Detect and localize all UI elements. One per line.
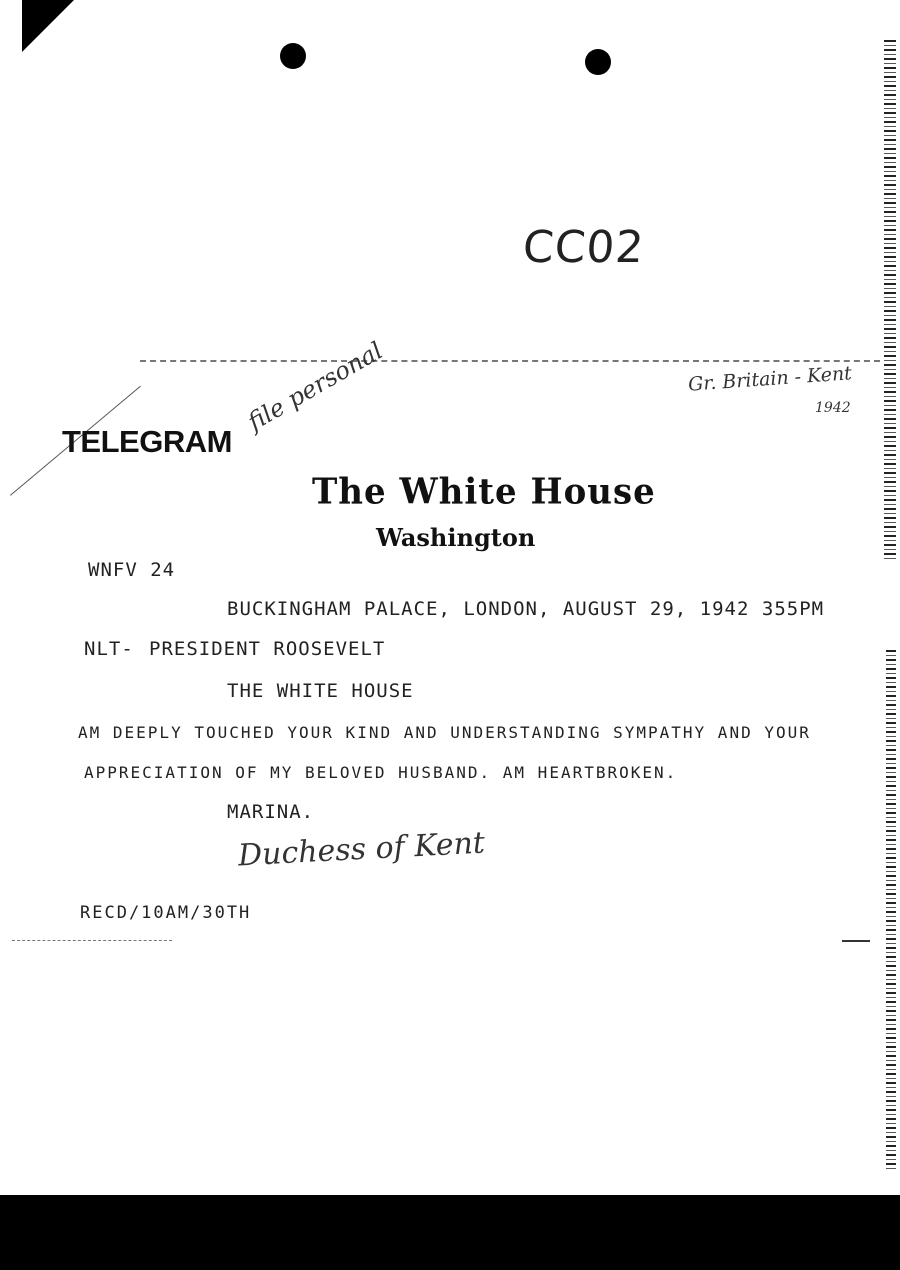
telegram-origin-line: BUCKINGHAM PALACE, LONDON, AUGUST 29, 1942 355PM (227, 598, 825, 620)
scan-bottom-border (0, 1195, 900, 1270)
letterhead-subtitle: Washington (376, 523, 536, 552)
handwritten-year-note: 1942 (815, 400, 851, 416)
form-top-border (140, 360, 880, 362)
telegram-nlt-prefix: NLT- (84, 638, 134, 660)
telegram-message-line-1: AM DEEPLY TOUCHED YOUR KIND AND UNDERSTANDING SYMPATHY AND YOUR (78, 723, 811, 742)
corner-fold-mark (22, 0, 74, 52)
handwritten-signature: Duchess of Kent (237, 825, 486, 874)
letterhead-title: The White House (312, 471, 656, 513)
telegram-addressee-name: PRESIDENT ROOSEVELT (149, 638, 386, 660)
telegram-received-stamp: RECD/10AM/30TH (80, 903, 252, 923)
handwritten-file-note-top-right: Gr. Britain - Kent (687, 362, 853, 396)
punch-hole-left (280, 43, 306, 69)
lower-dotted-rule (12, 940, 172, 941)
right-edge-scan-noise-lower (886, 650, 896, 1170)
right-edge-scan-noise-upper (884, 40, 896, 560)
archive-marking: CC02 (521, 222, 647, 273)
telegram-addressee-place: THE WHITE HOUSE (227, 680, 414, 702)
telegram-message-line-2: APPRECIATION OF MY BELOVED HUSBAND. AM HEARTBROKEN. (84, 763, 678, 782)
telegram-form-label: TELEGRAM (62, 424, 232, 459)
telegram-sender: MARINA. (227, 801, 315, 823)
telegram-code: WNFV 24 (88, 559, 176, 581)
lower-right-tick (842, 940, 870, 942)
punch-hole-right (585, 49, 611, 75)
handwritten-file-personal: file personal (243, 336, 388, 437)
